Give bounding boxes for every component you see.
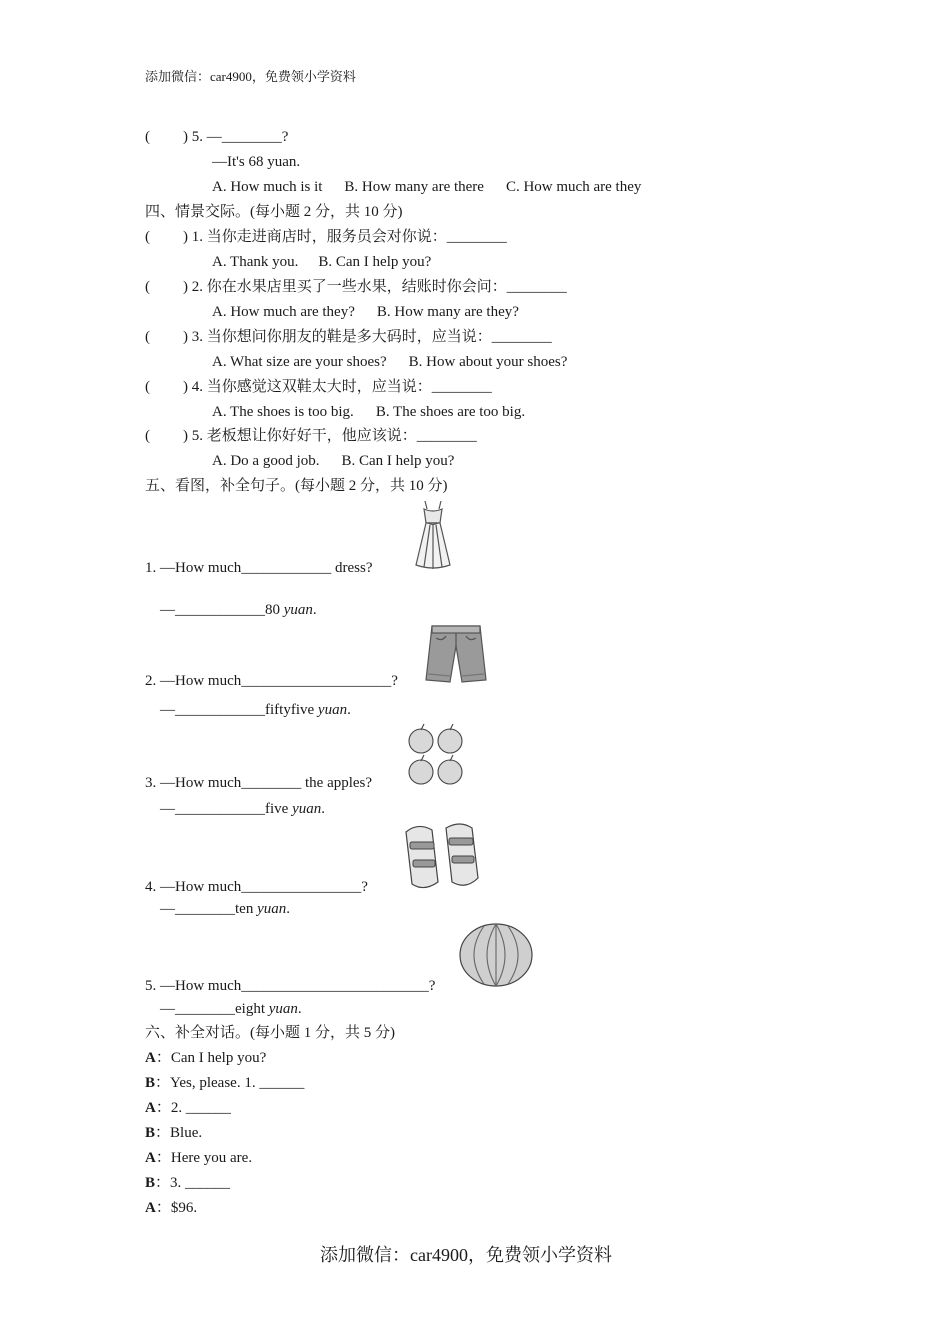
page-footer: 添加微信：car4900，免费领小学资料 xyxy=(320,1245,612,1265)
option-b: B. The shoes are too big. xyxy=(375,404,526,420)
option-b: B. Can I help you? xyxy=(341,453,455,469)
answer-line: —____________80 yuan. xyxy=(160,602,317,618)
dialogue-line: B：Blue. xyxy=(145,1125,203,1141)
dialogue-line: B：Yes, please. 1. ______ xyxy=(145,1075,305,1091)
question-text: 2. —How much____________________? xyxy=(145,673,398,689)
dialogue-line: A：Here you are. xyxy=(145,1150,253,1166)
option-a: A. Do a good job. xyxy=(212,453,320,469)
option-a: A. Thank you. xyxy=(212,254,299,270)
question-row xyxy=(145,127,288,147)
answer-paren[interactable]: ( xyxy=(145,428,150,444)
option-b: B. Can I help you? xyxy=(318,254,432,270)
option-row xyxy=(212,302,519,322)
answer-paren[interactable]: ( xyxy=(145,329,150,345)
section-title: 五、看图，补全句子。(每小题 2 分，共 10 分) xyxy=(145,478,448,494)
question-row xyxy=(145,327,552,347)
dialogue-line: B：3. ______ xyxy=(145,1175,231,1191)
answer-paren[interactable]: ( xyxy=(145,279,150,295)
question-row xyxy=(145,377,492,397)
option-b: B. How about your shoes? xyxy=(408,354,568,370)
question-text: 4. —How much________________? xyxy=(145,879,368,895)
dress-icon xyxy=(410,499,456,573)
option-b: B. How many are they? xyxy=(376,304,519,320)
answer-line: —____________fiftyfive yuan. xyxy=(160,702,351,718)
section-title: 四、情景交际。(每小题 2 分，共 10 分) xyxy=(145,204,403,220)
apples-icon xyxy=(406,722,466,788)
option-row xyxy=(212,177,641,197)
dialogue-line: A：Can I help you? xyxy=(145,1050,267,1066)
question-text: 1. —How much____________ dress? xyxy=(145,560,373,576)
dialogue-line: A：2. ______ xyxy=(145,1100,231,1116)
option-c: C. How much are they xyxy=(505,179,642,195)
answer-line: —____________five yuan. xyxy=(160,801,325,817)
option-a: A. What size are your shoes? xyxy=(212,354,387,370)
question-stem: ) 2. 你在水果店里买了一些水果，结账时你会问：________ xyxy=(183,279,567,295)
option-row xyxy=(212,352,567,372)
option-b: B. How many are there xyxy=(344,179,484,195)
question-stem: ) 5. 老板想让你好好干，他应该说：________ xyxy=(183,428,477,444)
watermelon-icon xyxy=(458,922,534,988)
answer-paren[interactable]: ( xyxy=(145,229,150,245)
question-stem: ) 3. 当你想问你朋友的鞋是多大码时，应当说：________ xyxy=(183,329,552,345)
option-a: A. The shoes is too big. xyxy=(212,404,354,420)
dialogue-line: A：$96. xyxy=(145,1200,198,1216)
question-stem: ) 1. 当你走进商店时，服务员会对你说：________ xyxy=(183,229,507,245)
question-stem: ) 4. 当你感觉这双鞋太大时，应当说：________ xyxy=(183,379,492,395)
option-row xyxy=(212,252,431,272)
answer-line: —________eight yuan. xyxy=(160,1001,302,1017)
option-row xyxy=(212,451,454,471)
option-row xyxy=(212,402,525,422)
option-a: A. How much are they? xyxy=(212,304,355,320)
question-text: 3. —How much________ the apples? xyxy=(145,775,373,791)
page-header: 添加微信：car4900，免费领小学资料 xyxy=(145,69,356,84)
answer-paren[interactable]: ( xyxy=(145,129,150,145)
question-reply: —It's 68 yuan. xyxy=(212,154,301,170)
section-title: 六、补全对话。(每小题 1 分，共 5 分) xyxy=(145,1025,395,1041)
shorts-icon xyxy=(424,622,488,686)
answer-paren[interactable]: ( xyxy=(145,379,150,395)
question-text: 5. —How much_________________________? xyxy=(145,978,436,994)
option-a: A. How much is it xyxy=(212,179,323,195)
question-stem: ) 5. —________? xyxy=(183,129,289,145)
question-row xyxy=(145,277,567,297)
answer-line: —________ten yuan. xyxy=(160,901,290,917)
sandals-icon xyxy=(400,820,482,892)
question-row xyxy=(145,426,477,446)
question-row xyxy=(145,227,507,247)
